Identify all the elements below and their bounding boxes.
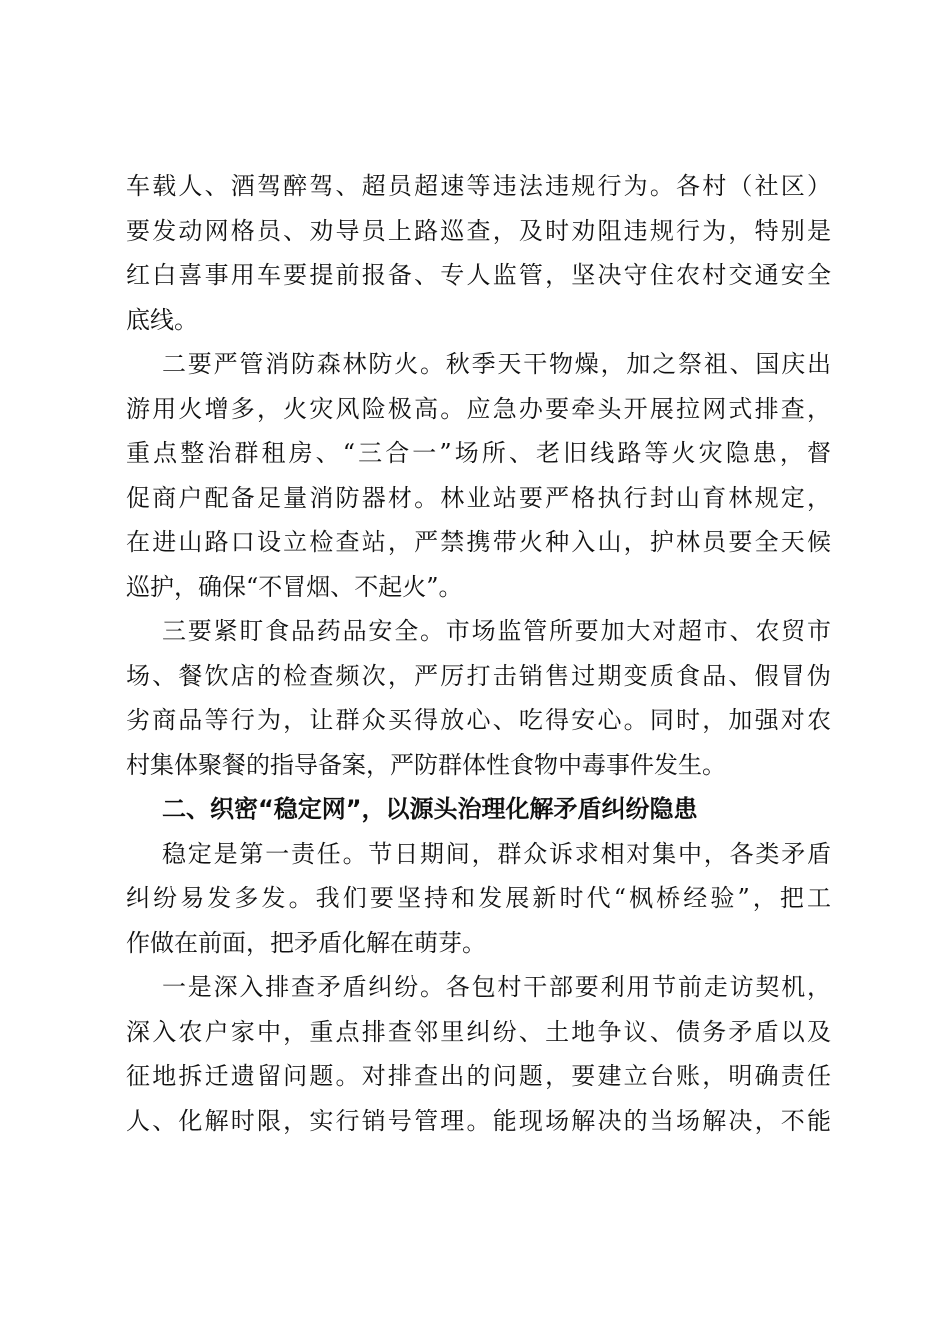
paragraph-line: 三要紧盯食品药品安全。市场监管所要加大对超市、农贸市 xyxy=(162,617,831,645)
document-body xyxy=(126,164,831,1143)
paragraph-line: 稳定是第一责任。节日期间，群众诉求相对集中，各类矛盾 xyxy=(162,839,831,868)
paragraph-line: 场、餐饮店的检查频次，严厉打击销售过期变质食品、假冒伪 xyxy=(126,661,831,690)
paragraph-line: 红白喜事用车要提前报备、专人监管，坚决守住农村交通安全 xyxy=(126,261,831,289)
paragraph-line: 促商户配备足量消防器材。林业站要严格执行封山育林规定， xyxy=(126,483,831,512)
section-heading: 二、织密“稳定网”，以源头治理化解矛盾纠纷隐患 xyxy=(162,795,698,823)
paragraph-line: 村集体聚餐的指导备案，严防群体性食物中毒事件发生。 xyxy=(126,750,726,779)
paragraph-line: 纠纷易发多发。我们要坚持和发展新时代“枫桥经验”，把工 xyxy=(126,884,831,912)
paragraph-line: 要发动网格员、劝导员上路巡查，及时劝阻违规行为，特别是 xyxy=(126,216,831,245)
paragraph-line: 一是深入排查矛盾纠纷。各包村干部要利用节前走访契机， xyxy=(162,973,831,1001)
paragraph-line: 底线。 xyxy=(126,305,198,334)
paragraph-line: 劣商品等行为，让群众买得放心、吃得安心。同时，加强对农 xyxy=(126,706,831,734)
paragraph-line: 游用火增多，火灾风险极高。应急办要牵头开展拉网式排查， xyxy=(126,394,831,423)
paragraph-line: 征地拆迁遗留问题。对排查出的问题，要建立台账，明确责任 xyxy=(126,1062,831,1090)
paragraph-line: 深入农户家中，重点排查邻里纠纷、土地争议、债务矛盾以及 xyxy=(126,1017,831,1046)
paragraph-line: 作做在前面，把矛盾化解在萌芽。 xyxy=(126,928,486,957)
paragraph-line: 在进山路口设立检查站，严禁携带火种入山，护林员要全天候 xyxy=(126,528,831,556)
paragraph-line: 巡护，确保“不冒烟、不起火”。 xyxy=(126,572,463,601)
paragraph-line: 二要严管消防森林防火。秋季天干物燥，加之祭祖、国庆出 xyxy=(162,350,831,378)
paragraph-line: 重点整治群租房、“三合一”场所、老旧线路等火灾隐患，督 xyxy=(126,439,831,467)
paragraph-line: 人、化解时限，实行销号管理。能现场解决的当场解决，不能 xyxy=(126,1106,831,1135)
paragraph-line: 车载人、酒驾醉驾、超员超速等违法违规行为。各村（社区） xyxy=(126,172,831,200)
